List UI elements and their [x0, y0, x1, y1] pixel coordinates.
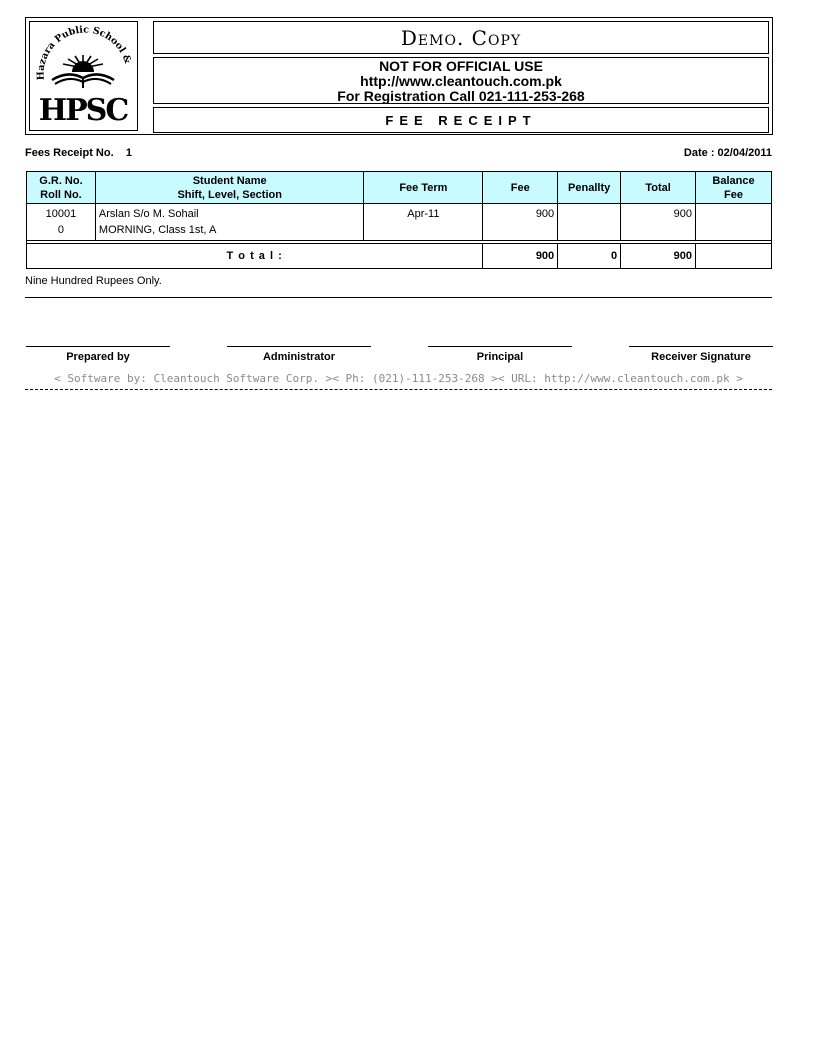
totals-row: [27, 244, 772, 269]
school-logo-graphic: [30, 22, 137, 130]
totals-penalty: 0: [558, 244, 621, 269]
totals-fee: 900: [483, 244, 558, 269]
col-fee: Fee: [483, 172, 558, 204]
fee-table: [26, 171, 772, 269]
notice-line: For Registration Call 021-111-253-268: [337, 88, 585, 104]
receipt-number-label: Fees Receipt No.: [25, 147, 114, 159]
signature-line: [227, 346, 371, 347]
col-gr-roll: G.R. No. Roll No.: [27, 172, 96, 204]
table-header-row: [27, 172, 772, 204]
col-fee-term: Fee Term: [364, 172, 483, 204]
receipt-header: [25, 17, 773, 135]
receipt-title: FEE RECEIPT: [153, 107, 769, 133]
col-balance: Balance Fee: [696, 172, 772, 204]
notice-line: NOT FOR OFFICIAL USE: [379, 58, 543, 74]
cell-gr-roll: 10001 0: [27, 204, 96, 241]
receipt-date-label: Date :: [683, 147, 715, 159]
receipt-number-value: 1: [125, 147, 132, 159]
totals-label: T o t a l :: [27, 244, 483, 269]
logo-monogram: HPSC: [38, 93, 128, 128]
school-logo: [29, 21, 138, 131]
signature-line: [428, 346, 572, 347]
cell-penalty: [558, 204, 621, 241]
signature-line: [629, 346, 773, 347]
software-footer: < Software by: Cleantouch Software Corp. >< Ph: (021)-111-253-268 >< URL: http://www.cleantouch.com.pk >: [54, 372, 743, 385]
signature-principal: Principal: [476, 351, 524, 363]
receipt-number: [25, 147, 132, 159]
totals-balance: [696, 244, 772, 269]
demo-copy-label: Demo. Copy: [153, 21, 769, 54]
signature-prepared-by: Prepared by: [66, 351, 130, 363]
signature-receiver: Receiver Signature: [651, 351, 751, 363]
notice-line: http://www.cleantouch.com.pk: [360, 73, 562, 89]
cell-fee: 900: [483, 204, 558, 241]
col-penalty: Penallty: [558, 172, 621, 204]
table-row: [27, 204, 772, 241]
notice-box: [153, 57, 769, 104]
col-total: Total: [621, 172, 696, 204]
totals-total: 900: [621, 244, 696, 269]
cut-line: [25, 389, 772, 390]
signature-administrator: Administrator: [262, 351, 336, 363]
signature-line: [26, 346, 170, 347]
cell-student: Arslan S/o M. Sohail MORNING, Class 1st, A: [95, 204, 364, 241]
divider: [25, 297, 772, 298]
logo-arc-text: Hazara Public School &: [35, 24, 133, 81]
cell-balance: [696, 204, 772, 241]
receipt-date-value: 02/04/2011: [717, 147, 772, 159]
amount-in-words: Nine Hundred Rupees Only.: [25, 275, 162, 287]
col-student: Student Name Shift, Level, Section: [95, 172, 364, 204]
receipt-date: [684, 147, 772, 159]
cell-fee-term: Apr-11: [364, 204, 483, 241]
cell-total: 900: [621, 204, 696, 241]
